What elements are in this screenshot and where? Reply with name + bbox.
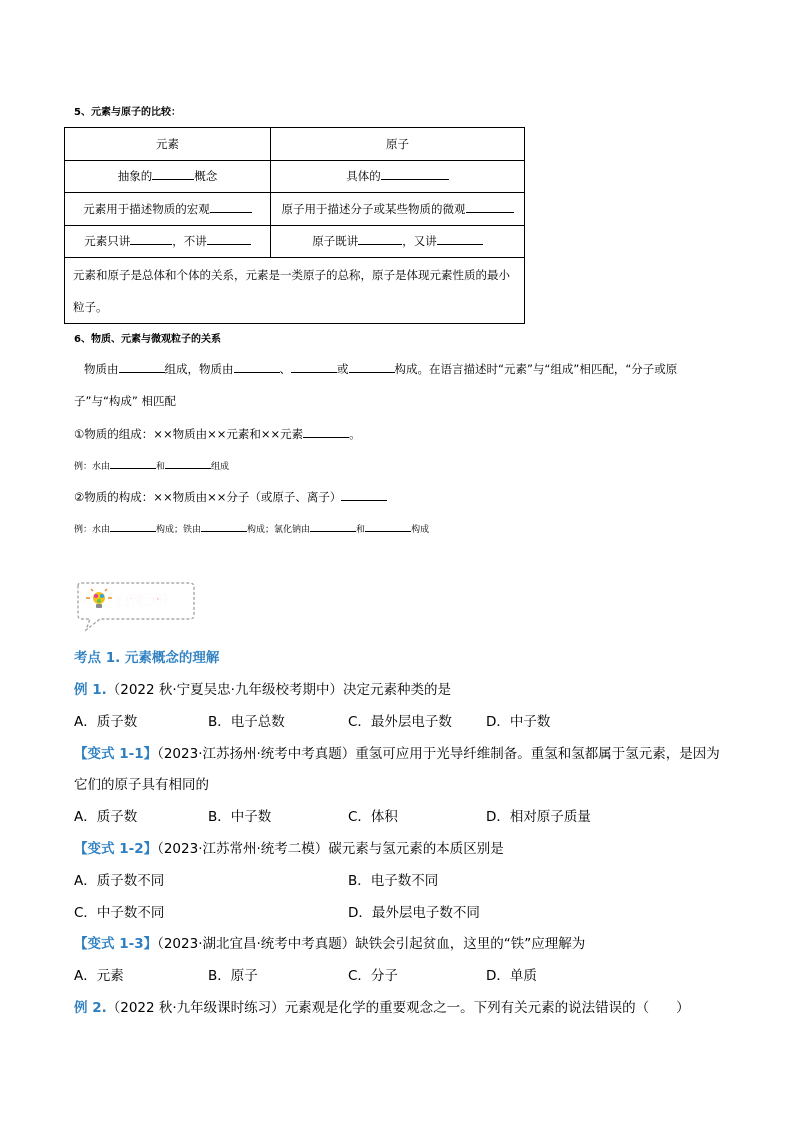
answer-option[interactable]: A．质子数 [74,809,138,825]
text: 或 [337,362,349,376]
table-cell [65,225,271,258]
section6-line2: 子”与“构成” 相匹配 [74,394,177,408]
element-atom-comparison-table [64,127,525,324]
section6-line1 [84,361,677,377]
answer-option[interactable]: B．原子 [208,968,258,984]
table-cell [65,193,271,226]
answer-option[interactable]: D．最外层电子数不同 [348,905,480,921]
question-text: （2023·湖北宜昌·统考中考真题）缺铁会引起贫血，这里的“铁”应理解为 [157,936,586,952]
table-row [65,128,525,161]
text: 和 [156,462,166,472]
question-variant-1-3 [74,932,585,952]
text: 例：水由 [74,525,111,535]
table-row [65,160,525,193]
cell-text: ，不讲 [172,234,207,249]
table-cell [65,160,271,193]
text: 构成。在语言描述时“元素”与“组成”相匹配，“分子或原 [394,362,678,376]
answer-option[interactable]: A．元素 [74,968,124,984]
fill-blank [119,362,165,374]
fill-blank [310,523,356,532]
fill-blank [165,460,211,469]
fill-blank [110,523,156,532]
table-cell [271,193,525,226]
fill-blank [130,234,172,246]
answer-option[interactable]: D．相对原子质量 [486,809,591,825]
text: 。 [349,427,361,441]
text: 组成，物质由 [164,362,234,376]
text: ①物质的组成：××物质由××元素和××元素 [74,427,304,441]
question-tag: 【变式 1-1】 [74,746,158,762]
answer-option[interactable]: D．单质 [486,968,537,984]
fill-blank [210,201,252,213]
text: 组成 [211,462,230,472]
composition-line [74,426,361,442]
question-text: （2022 秋·宁夏吴忠·九年级校考期中）决定元素种类的是 [106,682,451,698]
answer-option[interactable]: A．质子数不同 [74,873,165,889]
table-row [65,193,525,226]
badge-label: 典例分析 [116,594,169,609]
table-cell [271,160,525,193]
cell-text: 元素用于描述物质的宏观 [83,201,210,216]
answer-option[interactable]: A．质子数 [74,714,138,730]
table-row [65,225,525,258]
table-header-atom: 原子 [271,128,525,161]
fill-blank [365,523,411,532]
question-example-1 [74,678,451,698]
fill-blank [207,234,251,246]
answer-option[interactable]: C．体积 [348,809,398,825]
question-example-2 [74,996,690,1016]
cell-text: 具体的 [346,169,381,184]
answer-option[interactable]: C．最外层电子数 [348,714,452,730]
fill-blank [341,490,387,502]
cell-text: ，又讲 [402,234,437,249]
question-tag: 【变式 1-2】 [74,841,158,857]
section6-heading: 6、物质、元素与微观粒子的关系 [74,334,221,345]
text: 和 [356,525,366,535]
answer-option[interactable]: C．中子数不同 [74,905,165,921]
table-row [65,258,525,324]
text: 例：水由 [74,462,111,472]
fill-blank [152,169,194,181]
table-header-element: 元素 [65,128,271,161]
question-text: （2022 秋·九年级课时练习）元素观是化学的重要观念之一。下列有关元素的说法错误的（ ） [106,1000,690,1016]
kaodian-heading: 考点 1. 元素概念的理解 [74,650,220,666]
fill-blank [381,169,449,181]
text: ②物质的构成：××物质由××分子（或原子、离子） [74,490,342,504]
question-variant-1-2 [74,837,504,857]
fill-blank [437,234,483,246]
section5-heading: 5、元素与原子的比较： [74,107,181,118]
text: 构成；铁由 [156,525,202,535]
structure-line [74,489,387,505]
answer-option[interactable]: C．分子 [348,968,398,984]
fill-blank [291,362,337,374]
question-text: （2023·江苏常州·统考二模）碳元素与氢元素的本质区别是 [157,841,504,857]
fill-blank [466,201,514,213]
answer-option[interactable]: B．电子总数 [208,714,285,730]
answer-option[interactable]: B．中子数 [208,809,272,825]
table-summary-cell: 元素和原子是总体和个体的关系，元素是一类原子的总称，原子是体现元素性质的最小粒子。 [65,258,525,324]
answer-option[interactable]: B．电子数不同 [348,873,439,889]
example-structure [74,522,429,535]
answer-option[interactable]: D．中子数 [486,714,551,730]
question-text: （2023·江苏扬州·统考中考真题）重氢可应用于光导纤维制备。重氢和氢都属于氢元素，是因为 [157,746,720,762]
cell-text: 概念 [194,169,218,184]
question-tag: 【变式 1-3】 [74,936,158,952]
cell-text: 原子既讲 [312,234,359,249]
fill-blank [358,234,402,246]
cell-text: 元素只讲 [84,234,131,249]
text: 、 [279,362,291,376]
cell-text: 原子用于描述分子或某些物质的微观 [281,201,466,216]
example-composition [74,459,229,472]
question-variant-1-1-cont: 它们的原子具有相同的 [74,777,209,793]
text: 构成；氯化钠由 [247,525,311,535]
question-variant-1-1 [74,742,720,762]
cell-text: 抽象的 [117,169,153,184]
fill-blank [234,362,280,374]
fill-blank [201,523,247,532]
example-analysis-badge [72,580,198,632]
table-cell [271,225,525,258]
fill-blank [349,362,395,374]
text: 物质由 [84,362,119,376]
text: 构成 [411,525,430,535]
question-tag: 例 2. [74,1000,107,1016]
fill-blank [303,427,349,439]
fill-blank [110,460,156,469]
question-tag: 例 1. [74,682,107,698]
